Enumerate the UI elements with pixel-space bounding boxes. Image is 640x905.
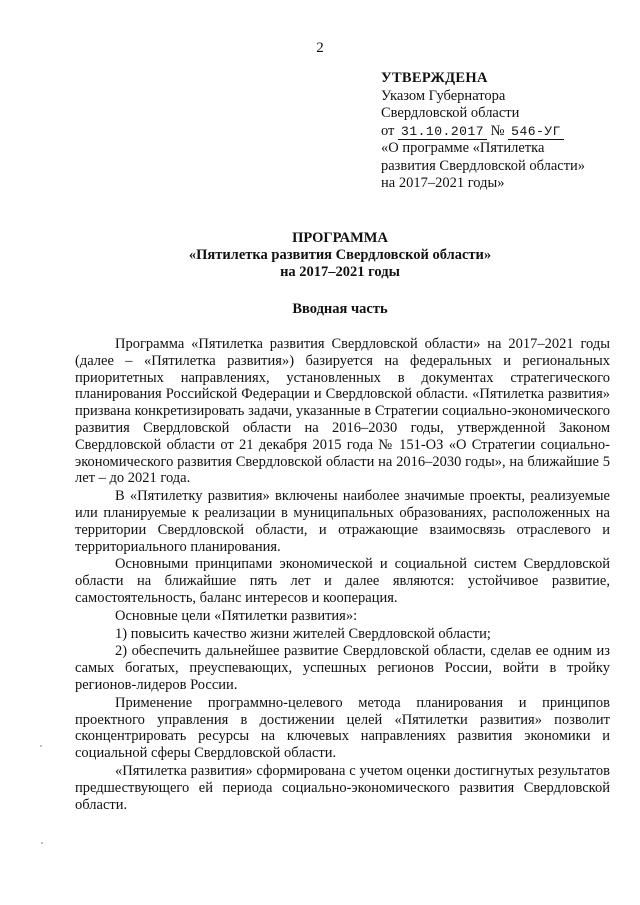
scan-speck <box>40 745 42 747</box>
program-title-line-3: на 2017–2021 годы <box>280 264 400 280</box>
approval-date: 31.10.2017 <box>398 124 487 140</box>
paragraph-method: Применение программно-целевого метода планирования и принципов проектного управления в достижении целей «Пятилетки развития» позволит сконцентрировать ресурсы на ключевых направлениях развития экономики и социальной сферы Свердловской области. <box>75 694 610 762</box>
paragraph-projects: В «Пятилетку развития» включены наиболее значимые проекты, реализуемые или планируемые к реализации в муниципальных образованиях, расположенных на территории Свердловской области, и отражающие взаимосвязь отраслевого и территориального планирования. <box>75 488 610 555</box>
paragraph-principles: Основными принципами экономической и социальной систем Свердловской области на ближайшие пять лет и далее являются: устойчивое развитие, самостоятельность, баланс интересов и кооперация. <box>75 556 610 606</box>
approval-stamp: УТВЕРЖДЕНА <box>381 70 488 86</box>
goal-item-1: 1) повысить качество жизни жителей Свердловской области; <box>115 625 491 642</box>
approval-number-prefix: № <box>490 122 505 139</box>
body-text <box>75 336 610 813</box>
approval-title-line-1: «О программе «Пятилетка <box>381 140 545 156</box>
scan-speck <box>41 842 43 844</box>
approval-date-line <box>381 123 621 141</box>
program-title-line-2: «Пятилетка развития Свердловской области» <box>188 247 492 263</box>
approval-number: 546-УГ <box>508 124 564 140</box>
approval-title-line-3: на 2017–2021 годы» <box>381 175 505 191</box>
approval-title-line-2: развития Свердловской области» <box>381 157 586 174</box>
approval-line-decree: Указом Губернатора <box>381 87 506 104</box>
paragraph-formation: «Пятилетка развития» сформирована с учетом оценки достигнутых результатов предшествующего ей периода социально-экономического развития Свердловской области. <box>75 762 610 813</box>
paragraph-intro: Программа «Пятилетка развития Свердловской области» на 2017–2021 годы (далее – «Пятилетка развития») базируется на федеральных и региональных приоритетных направлениях, установленных в документах стратегического планирования Российской Федерации и Свердловской области. «Пятилетка развития» призвана конкретизировать задачи, указанные в Стратегии социально-экономического развития Свердловской области на 2016–2030 годы, утвержденной Законом Свердловской области от 21 декабря 2015 года № 151-ОЗ «О Стратегии социально-экономического развития Свердловской области на 2016–2030 годы», на ближайшие 5 лет – до 2021 года. <box>75 336 610 487</box>
program-title <box>60 230 620 281</box>
section-heading: Вводная часть <box>292 301 388 317</box>
approval-date-prefix: от <box>381 122 395 139</box>
paragraph-goals-heading: Основные цели «Пятилетки развития»: <box>115 607 358 624</box>
approval-line-region: Свердловской области <box>381 105 520 121</box>
program-title-line-1: ПРОГРАММА <box>292 230 388 246</box>
page-number: 2 <box>316 40 324 56</box>
goal-item-2: 2) обеспечить дальнейшее развитие Свердловской области, сделав ее одним из самых богатых, преуспевающих, успешных регионов России, войти в тройку регионов-лидеров России. <box>75 643 610 693</box>
approval-block <box>381 70 621 193</box>
